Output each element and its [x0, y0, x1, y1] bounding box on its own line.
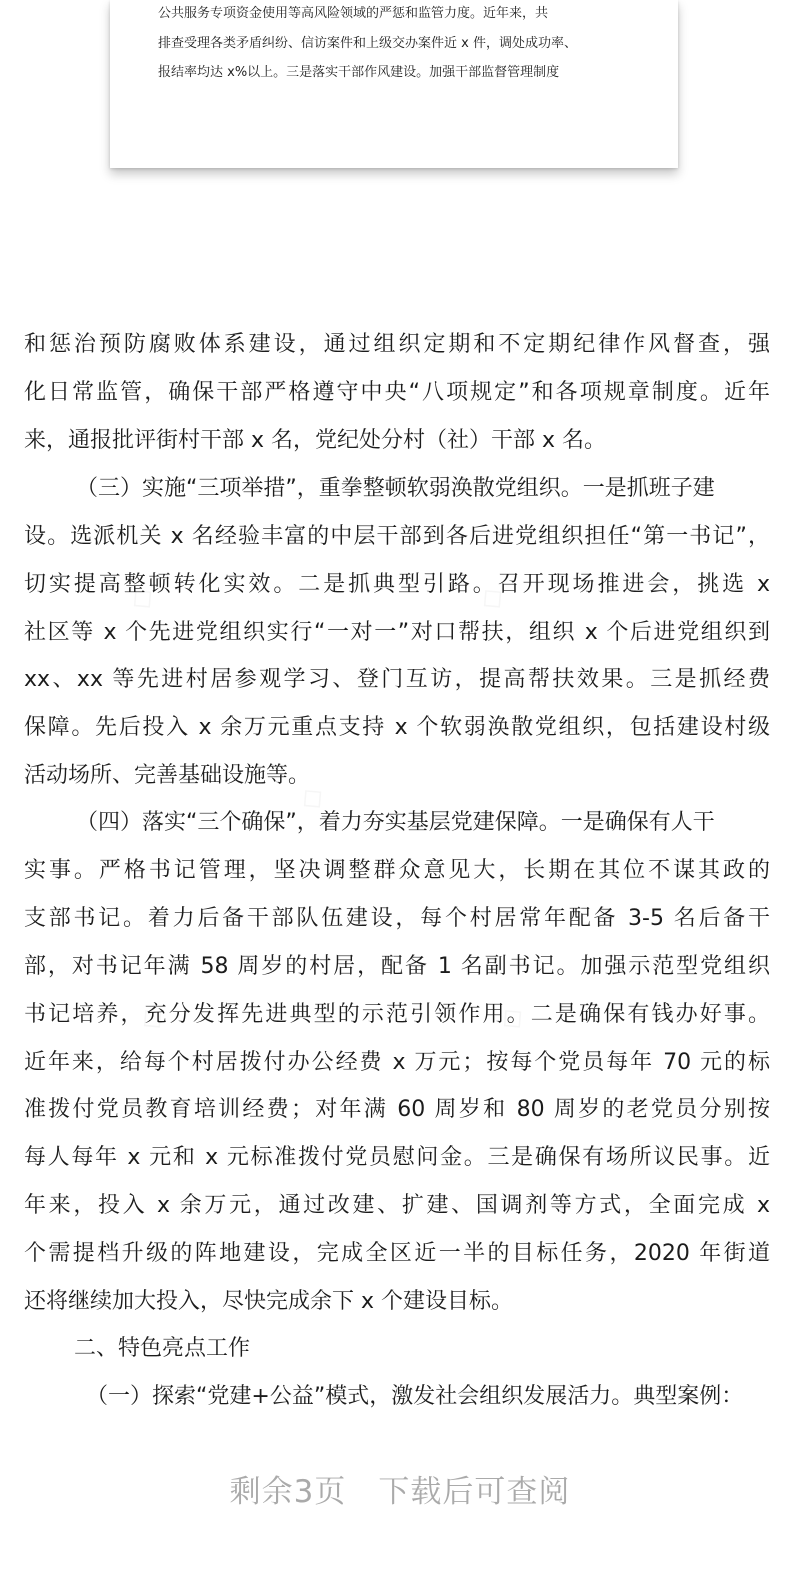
remaining-pages-label: 剩余3页	[229, 1474, 347, 1510]
body-text-line: 来，通报批评街村干部 x 名，党纪处分村（社）干部 x 名。	[24, 428, 607, 453]
section-heading-1: （一）探索“党建+公益”模式，激发社会组织发展活力。典型案例：	[86, 1384, 744, 1409]
chapter-heading: 二、特色亮点工作	[74, 1336, 251, 1361]
body-text-line: 保障。先后投入 x 余万元重点支持 x 个软弱涣散党组织，包括建设村级	[24, 715, 770, 740]
preview-text-line: 排查受理各类矛盾纠纷、信访案件和上级交办案件近 x 件，调处成功率、	[158, 36, 577, 51]
body-text-line: 社区等 x 个先进党组织实行“一对一”对口帮扶，组织 x 个后进党组织到	[24, 620, 770, 645]
body-text-line: 准拨付党员教育培训经费；对年满 60 周岁和 80 周岁的老党员分别按	[24, 1097, 770, 1122]
body-text-line: 书记培养，充分发挥先进典型的示范引领作用。二是确保有钱办好事。	[24, 1002, 770, 1027]
preview-text-line: 公共服务专项资金使用等高风险领域的严惩和监管力度。近年来，共	[158, 6, 549, 21]
body-text-line: 实事。严格书记管理，坚决调整群众意见大，长期在其位不谋其政的	[24, 858, 770, 883]
body-text-line: 每人每年 x 元和 x 元标准拨付党员慰问金。三是确保有场所议民事。近	[24, 1145, 770, 1170]
body-text-line: 切实提高整顿转化实效。二是抓典型引路。召开现场推进会，挑选 x	[24, 572, 770, 597]
body-text-line: 近年来，给每个村居拨付办公经费 x 万元；按每个党员每年 70 元的标	[24, 1050, 770, 1075]
section-heading-4: （四）落实“三个确保”，着力夯实基层党建保障。一是确保有人干	[76, 810, 715, 835]
body-text-line: 还将继续加大投入，尽快完成余下 x 个建设目标。	[24, 1289, 514, 1314]
body-text-line: 部，对书记年满 58 周岁的村居，配备 1 名副书记。加强示范型党组织	[24, 954, 770, 979]
body-text-line: 支部书记。着力后备干部队伍建设，每个村居常年配备 3-5 名后备干	[24, 906, 770, 931]
body-text-line: 化日常监管，确保干部严格遵守中央“八项规定”和各项规章制度。近年	[24, 380, 770, 405]
body-text-line: xx、xx 等先进村居参观学习、登门互访，提高帮扶效果。三是抓经费	[24, 667, 770, 692]
remaining-pages-banner[interactable]	[0, 1466, 800, 1511]
document-preview-card	[110, 0, 678, 168]
body-text-line: 年来，投入 x 余万元，通过改建、扩建、国调剂等方式，全面完成 x	[24, 1193, 770, 1218]
preview-text-line: 报结率均达 x%以上。三是落实干部作风建设。加强干部监督管理制度	[158, 65, 560, 80]
section-heading-3: （三）实施“三项举措”，重拳整顿软弱涣散党组织。一是抓班子建	[76, 476, 715, 501]
body-text-line: 个需提档升级的阵地建设，完成全区近一半的目标任务，2020 年街道	[24, 1241, 770, 1266]
body-text-line: 设。选派机关 x 名经验丰富的中层干部到各后进党组织担任“第一书记”，	[24, 524, 770, 549]
body-text-line: 活动场所、完善基础设施等。	[24, 763, 311, 788]
download-to-view-label: 下载后可查阅	[378, 1474, 571, 1510]
body-text-line: 和惩治预防腐败体系建设，通过组织定期和不定期纪律作风督查，强	[24, 332, 770, 357]
